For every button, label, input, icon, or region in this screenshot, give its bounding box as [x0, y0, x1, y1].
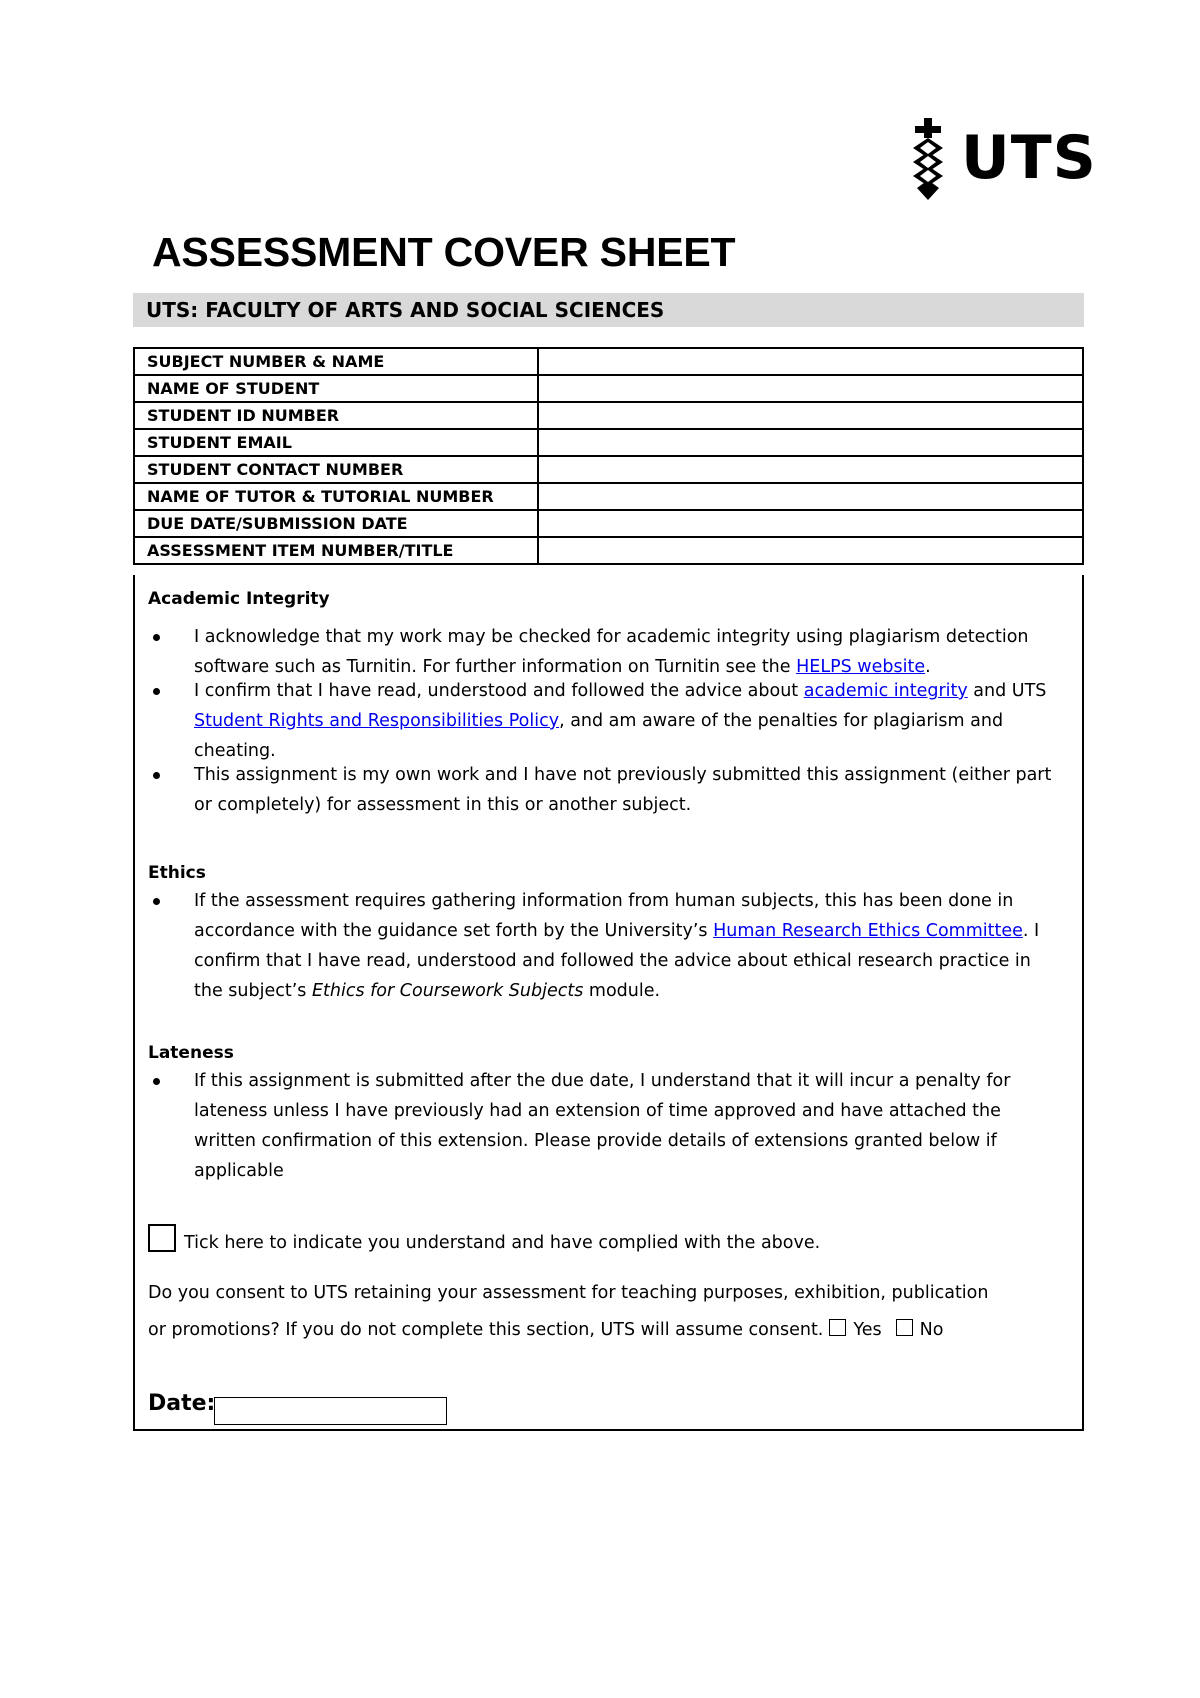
consent-no-label: No — [919, 1320, 944, 1340]
consent-no-checkbox[interactable] — [896, 1319, 913, 1336]
faculty-banner: UTS: FACULTY OF ARTS AND SOCIAL SCIENCES — [133, 293, 1084, 327]
helps-website-link[interactable]: HELPS website — [796, 657, 926, 677]
date-label-wrap — [148, 1391, 215, 1416]
uts-logo — [905, 118, 1097, 200]
consent-yes-label: Yes — [853, 1320, 882, 1340]
bullet-icon — [153, 634, 160, 641]
integrity-text-2: I confirm that I have read, understood and followed the advice about — [194, 681, 804, 701]
student-name-field[interactable] — [538, 375, 1083, 402]
tutor-field[interactable] — [538, 483, 1083, 510]
consent-line-2: or promotions? If you do not complete this section, UTS will assume consent. — [148, 1320, 824, 1340]
field-label: STUDENT EMAIL — [134, 429, 538, 456]
field-label: DUE DATE/SUBMISSION DATE — [134, 510, 538, 537]
field-label: SUBJECT NUMBER & NAME — [134, 348, 538, 375]
compliance-row — [148, 1224, 820, 1258]
field-label: STUDENT CONTACT NUMBER — [134, 456, 538, 483]
table-row — [134, 402, 1083, 429]
consent-yes-checkbox[interactable] — [829, 1319, 846, 1336]
ethics-text: If the assessment requires gathering information from human subjects, this has been done in accordance with the guidance set forth by the University’s — [194, 891, 1014, 941]
bullet-icon — [153, 1078, 160, 1085]
bullet-icon — [153, 772, 160, 779]
student-details-table — [133, 347, 1084, 565]
list-item — [148, 1066, 1058, 1186]
date-label: Date — [148, 1391, 207, 1416]
ethics-module-name: Ethics for Coursework Subjects — [311, 981, 584, 1001]
integrity-text-1: I acknowledge that my work may be checked for academic integrity using plagiarism detection software such as Turnitin. For further information on Turnitin see the — [194, 627, 1029, 677]
list-item — [148, 622, 1058, 682]
compliance-checkbox[interactable] — [148, 1224, 176, 1252]
due-date-field[interactable] — [538, 510, 1083, 537]
list-item — [148, 886, 1058, 1006]
field-label: NAME OF STUDENT — [134, 375, 538, 402]
page-title: ASSESSMENT COVER SHEET — [152, 229, 736, 275]
ethics-committee-link[interactable]: Human Research Ethics Committee — [713, 921, 1023, 941]
table-row — [134, 375, 1083, 402]
assessment-item-field[interactable] — [538, 537, 1083, 564]
list-item — [148, 760, 1058, 820]
field-label: STUDENT ID NUMBER — [134, 402, 538, 429]
table-row — [134, 510, 1083, 537]
integrity-text-2-mid: and UTS — [967, 681, 1047, 701]
bullet-icon — [153, 688, 160, 695]
subject-field[interactable] — [538, 348, 1083, 375]
integrity-text-3: This assignment is my own work and I have not previously submitted this assignment (either part or completely) for assessment in this or another subject. — [194, 765, 1052, 815]
field-label: NAME OF TUTOR & TUTORIAL NUMBER — [134, 483, 538, 510]
consent-line-1: Do you consent to UTS retaining your assessment for teaching purposes, exhibition, publication — [148, 1283, 989, 1303]
ethics-heading: Ethics — [148, 863, 206, 883]
field-label: ASSESSMENT ITEM NUMBER/TITLE — [134, 537, 538, 564]
table-row — [134, 429, 1083, 456]
list-item — [148, 676, 1058, 766]
table-row — [134, 537, 1083, 564]
academic-integrity-link[interactable]: academic integrity — [803, 681, 968, 701]
date-colon: : — [206, 1391, 216, 1416]
student-id-field[interactable] — [538, 402, 1083, 429]
compliance-label: Tick here to indicate you understand and have complied with the above. — [184, 1233, 821, 1253]
ethics-text-end: module. — [583, 981, 661, 1001]
student-email-field[interactable] — [538, 429, 1083, 456]
uts-crest-icon — [905, 118, 951, 200]
date-input[interactable] — [214, 1397, 447, 1425]
table-row — [134, 456, 1083, 483]
student-rights-policy-link[interactable]: Student Rights and Responsibilities Policy — [194, 711, 560, 731]
bullet-icon — [153, 898, 160, 905]
declaration-box — [133, 575, 1084, 1431]
integrity-text-2-end: , and am aware of the penalties for plagiarism and cheating. — [194, 711, 1004, 761]
lateness-text: If this assignment is submitted after the due date, I understand that it will incur a penalty for lateness unless I have previously had an extension of time approved and have attached the written confirmation of this extension. Please provide details of extensions granted below if applicable — [194, 1071, 1011, 1181]
ethics-text-mid: . I confirm that I have read, understood and followed the advice about ethical research practice in the subject’s — [194, 921, 1040, 1001]
table-row — [134, 483, 1083, 510]
consent-row — [148, 1315, 943, 1345]
table-row — [134, 348, 1083, 375]
logo-text: UTS — [961, 123, 1097, 193]
academic-integrity-heading: Academic Integrity — [148, 589, 330, 609]
lateness-heading: Lateness — [148, 1043, 234, 1063]
integrity-text-1-end: . — [925, 657, 931, 677]
contact-number-field[interactable] — [538, 456, 1083, 483]
